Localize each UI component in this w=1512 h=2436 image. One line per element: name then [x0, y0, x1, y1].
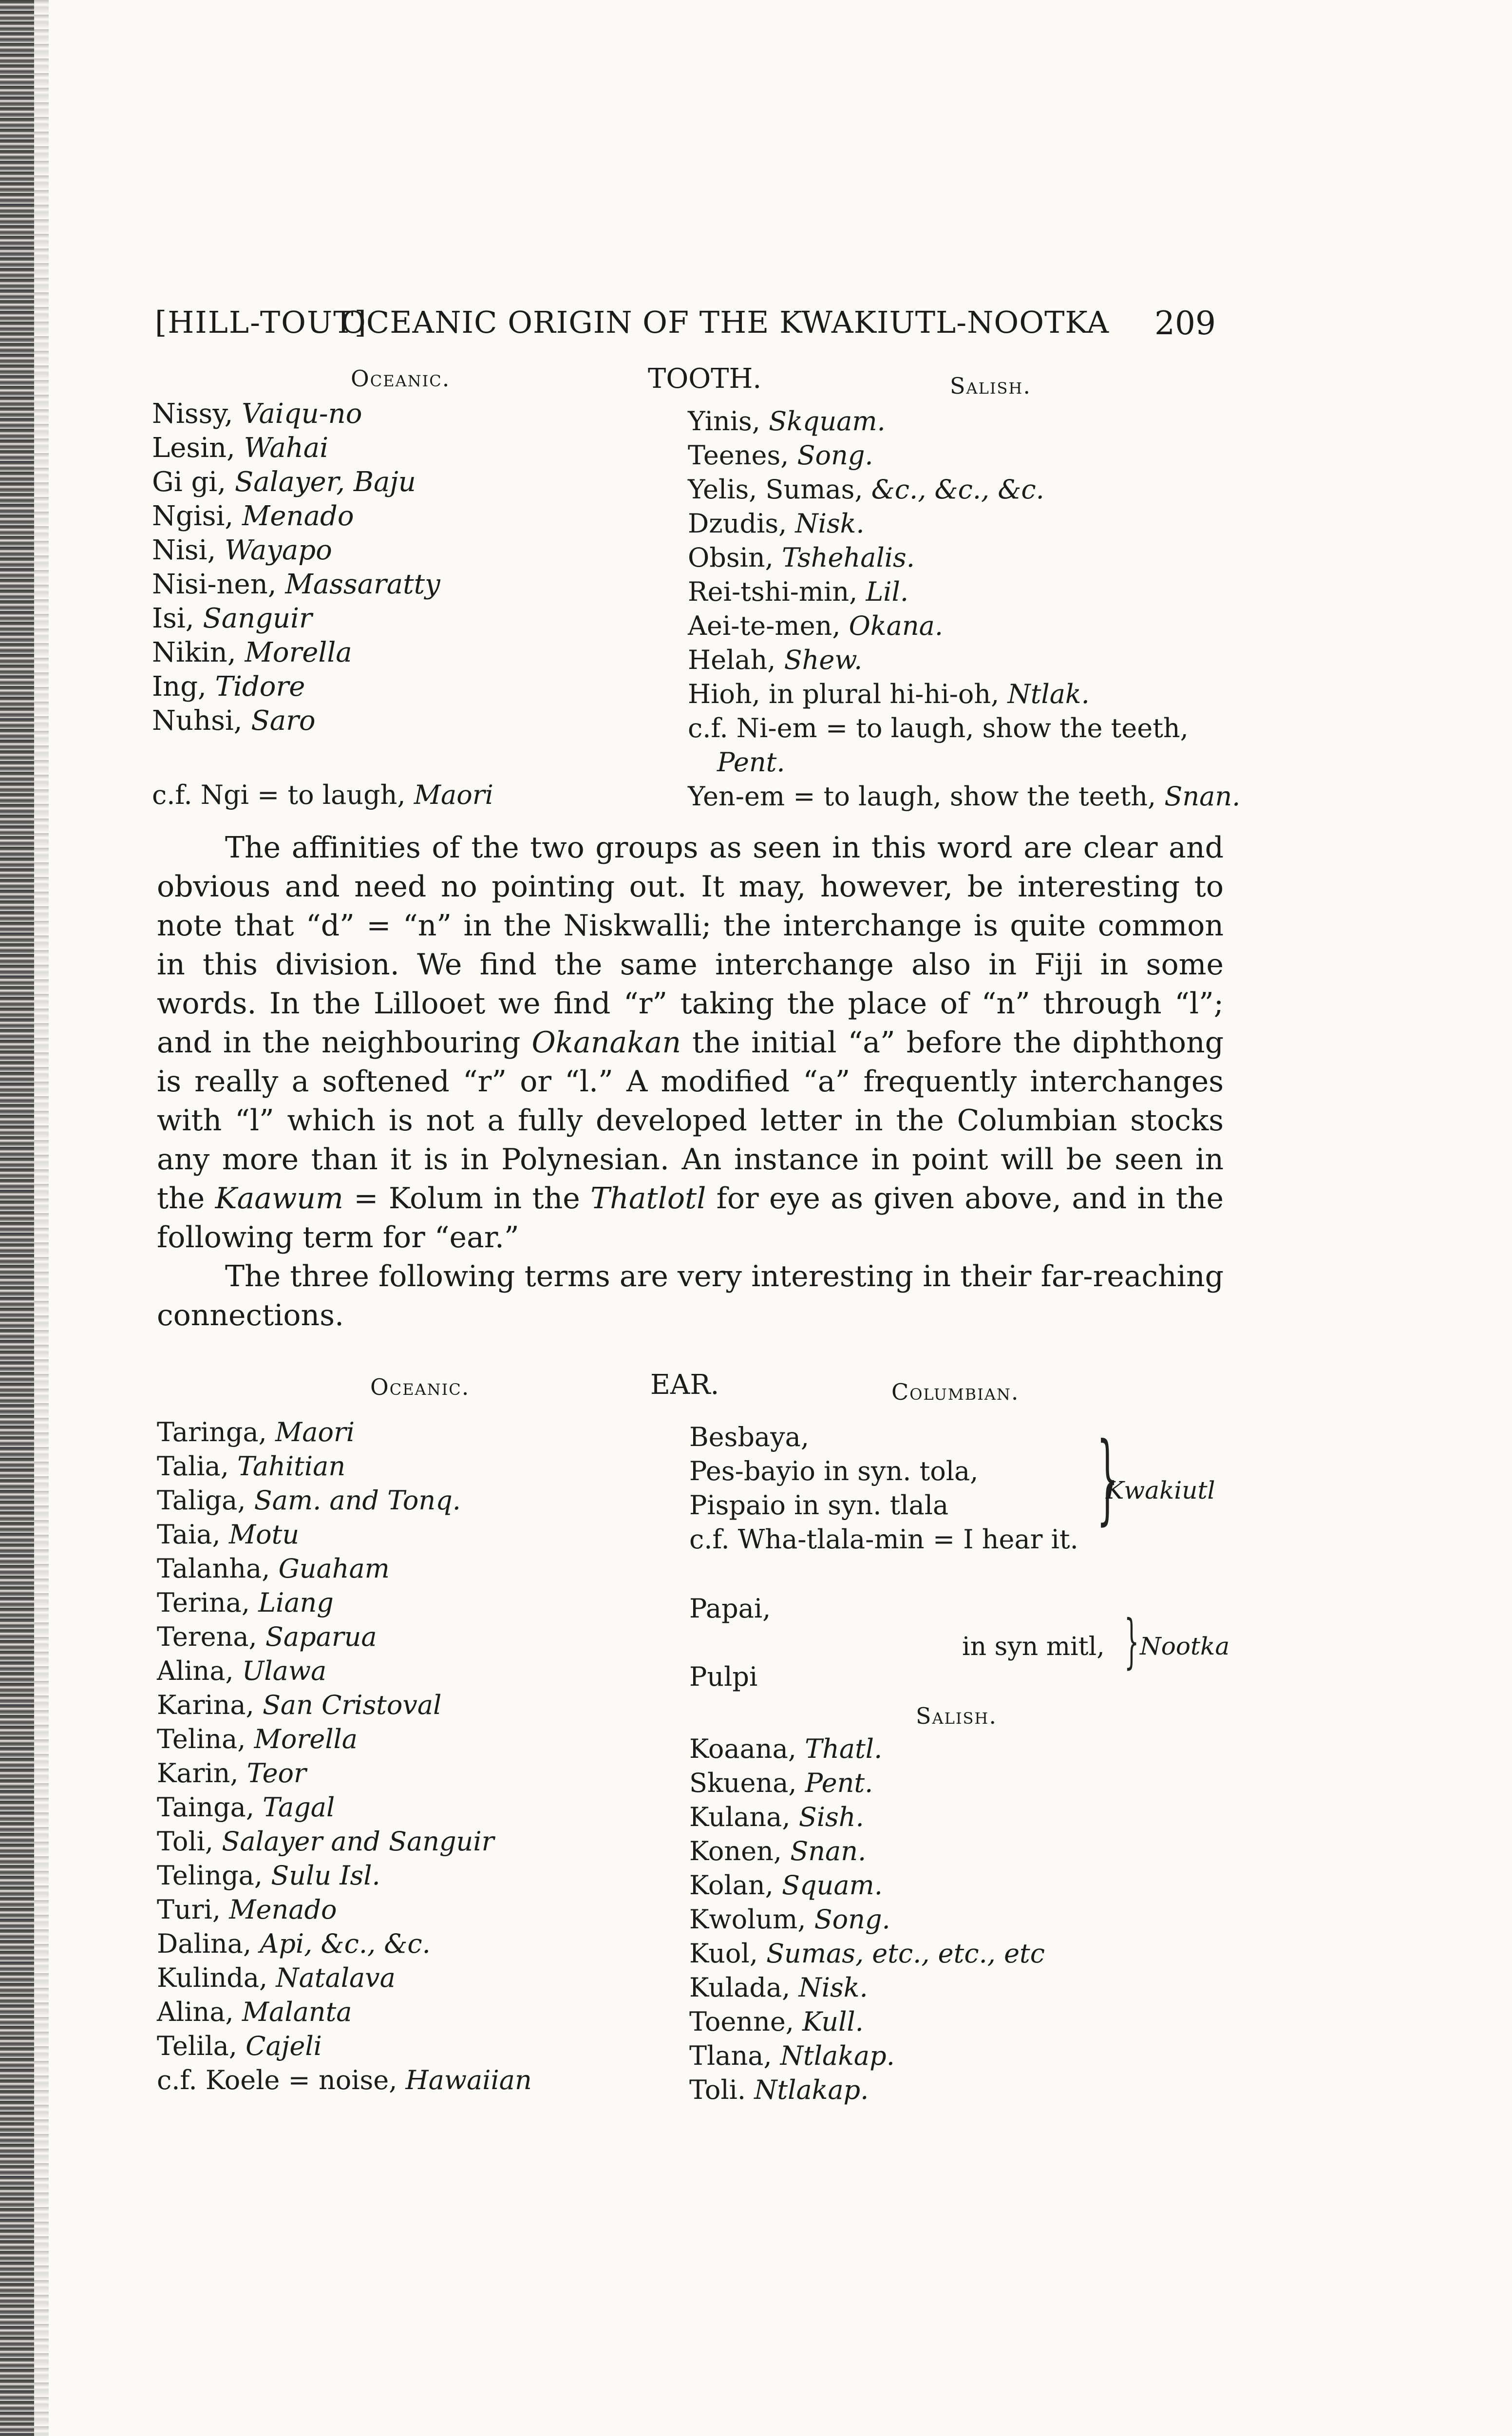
- list-item: Yinis, Skquam.: [688, 406, 886, 437]
- list-item: Taringa, Maori: [157, 1417, 355, 1447]
- list-item: Yelis, Sumas, &c., &c., &c.: [688, 474, 1044, 505]
- list-item: Obsin, Tshehalis.: [688, 542, 915, 573]
- list-item: Telila, Cajeli: [157, 2031, 322, 2061]
- ear-kwakiutl-list: [689, 1420, 1078, 1557]
- list-item: Yen-em = to laugh, show the teeth, Snan.: [688, 781, 1241, 812]
- list-item: Kuol, Sumas, etc., etc., etc: [689, 1938, 1045, 1969]
- list-item: Kulinda, Natalava: [157, 1962, 396, 1993]
- nootka-syn: in syn mitl,: [962, 1632, 1105, 1661]
- list-item: Skuena, Pent.: [689, 1768, 873, 1798]
- list-item: Toli, Salayer and Sanguir: [157, 1826, 494, 1857]
- page-number: 209: [1154, 304, 1216, 342]
- list-item: Isi, Sanguir: [152, 603, 312, 634]
- kwakiutl-brace: }: [1096, 1422, 1118, 1535]
- list-item: Talanha, Guaham: [157, 1553, 390, 1584]
- tooth-oceanic-cf: c.f. Ngi = to laugh, Maori: [152, 780, 493, 810]
- paragraph: The affinities of the two groups as seen in this word are clear and obvious and need no pointing out. It may, however, be interesting to note that “d” = “n” in the Niskwalli; the interchange is quite common in this division. We find the same interchange also in Fiji in some words. In the Lillooet we find “r” taking the place of “n” through “l”; and in the neighbouring Okanakan the initial “a” before the diphthong is really a softened “r” or “l.” A modified “a” frequently interchanges with “l” which is not a fully developed letter in the Columbian stocks any more than it is in Polynesian. An instance in point will be seen in the Kaawum = Kolum in the Thatlotl for eye as given above, and in the following term for “ear.”: [157, 831, 1224, 1255]
- list-item: Kolan, Squam.: [689, 1870, 883, 1901]
- tooth-salish-list: [688, 404, 1240, 814]
- book-binding-edge: [0, 0, 34, 2436]
- list-item: Telina, Morella: [157, 1724, 358, 1754]
- list-item: Teenes, Song.: [688, 440, 873, 471]
- list-item: Toli. Ntlakap.: [689, 2074, 869, 2105]
- binding-shadow: [34, 0, 49, 2436]
- list-item: Aei-te-men, Okana.: [688, 610, 943, 641]
- list-item: Konen, Snan.: [689, 1836, 867, 1866]
- ear-heading-columbian: Columbian.: [891, 1379, 1020, 1405]
- list-item: Ing, Tidore: [152, 671, 305, 703]
- list-item: Dalina, Api, &c., &c.: [157, 1928, 431, 1959]
- kwakiutl-label: Kwakiutl: [1106, 1476, 1215, 1504]
- tooth-oceanic-list: [152, 397, 440, 738]
- ear-heading: EAR.: [650, 1369, 719, 1401]
- list-item: Pes-bayio in syn. tola,: [689, 1456, 979, 1486]
- list-item: Taliga, Sam. and Tonq.: [157, 1485, 461, 1516]
- list-item: Kulana, Sish.: [689, 1802, 864, 1832]
- list-item: Terina, Liang: [157, 1587, 334, 1618]
- nootka-word-pulpi: Pulpi: [689, 1661, 758, 1692]
- list-item: Talia, Tahitian: [157, 1451, 346, 1482]
- list-item: Taia, Motu: [157, 1519, 300, 1550]
- list-item: Turi, Menado: [157, 1894, 337, 1925]
- list-item: Alina, Malanta: [157, 1997, 352, 2027]
- list-item: Gi gi, Salayer, Baju: [152, 466, 416, 498]
- list-item: Nikin, Morella: [152, 637, 352, 668]
- list-item: Nisi-nen, Massaratty: [152, 569, 440, 600]
- header-author: [HILL-TOUT]: [155, 304, 367, 340]
- list-item: Pispaio in syn. tlala: [689, 1490, 949, 1521]
- list-item: Toenne, Kull.: [689, 2006, 864, 2037]
- list-item: Rei-tshi-min, Lil.: [688, 576, 909, 607]
- nootka-label: Nootka: [1140, 1632, 1230, 1660]
- list-item: Besbaya,: [689, 1422, 809, 1452]
- list-item: Kulada, Nisk.: [689, 1972, 868, 2003]
- list-item: c.f. Koele = noise, Hawaiian: [157, 2065, 532, 2095]
- paragraph: The three following terms are very interesting in their far-reaching connections.: [157, 1259, 1224, 1332]
- list-item: Tainga, Tagal: [157, 1792, 335, 1823]
- list-item: Hioh, in plural hi-hi-oh, Ntlak.: [688, 679, 1090, 709]
- list-item: Koaana, Thatl.: [689, 1733, 883, 1764]
- tooth-heading: TOOTH.: [648, 363, 762, 395]
- list-item: Pent.: [717, 747, 785, 778]
- list-item: c.f. Ni-em = to laugh, show the teeth,: [688, 713, 1189, 743]
- tooth-heading-salish: Salish.: [950, 373, 1031, 399]
- ear-heading-oceanic: Oceanic.: [370, 1374, 470, 1400]
- list-item: Ngisi, Menado: [152, 500, 354, 532]
- list-item: Karina, San Cristoval: [157, 1690, 442, 1720]
- list-item: Dzudis, Nisk.: [688, 508, 865, 539]
- ear-heading-salish: Salish.: [916, 1703, 997, 1729]
- list-item: Karin, Teor: [157, 1758, 306, 1789]
- ear-salish-list: [689, 1732, 1045, 2107]
- list-item: Nisi, Wayapo: [152, 534, 332, 566]
- list-item: Helah, Shew.: [688, 645, 863, 675]
- list-item: Telinga, Sulu Isl.: [157, 1860, 380, 1891]
- tooth-heading-oceanic: Oceanic.: [351, 365, 451, 392]
- list-item: Tlana, Ntlakap.: [689, 2040, 895, 2071]
- list-item: Lesin, Wahai: [152, 432, 329, 464]
- list-item: Nuhsi, Saro: [152, 705, 316, 737]
- list-item: Terena, Saparua: [157, 1621, 377, 1652]
- body-text: [157, 828, 1224, 1335]
- nootka-brace: }: [1124, 1608, 1139, 1675]
- list-item: c.f. Wha-tlala-min = I hear it.: [689, 1524, 1078, 1555]
- list-item: Kwolum, Song.: [689, 1904, 890, 1935]
- header-title: OCEANIC ORIGIN OF THE KWAKIUTL-NOOTKA: [341, 304, 1110, 340]
- list-item: Alina, Ulawa: [157, 1656, 327, 1686]
- ear-oceanic-list: [157, 1415, 532, 2097]
- nootka-word-papai: Papai,: [689, 1593, 771, 1624]
- list-item: Nissy, Vaiqu‑no: [152, 398, 362, 430]
